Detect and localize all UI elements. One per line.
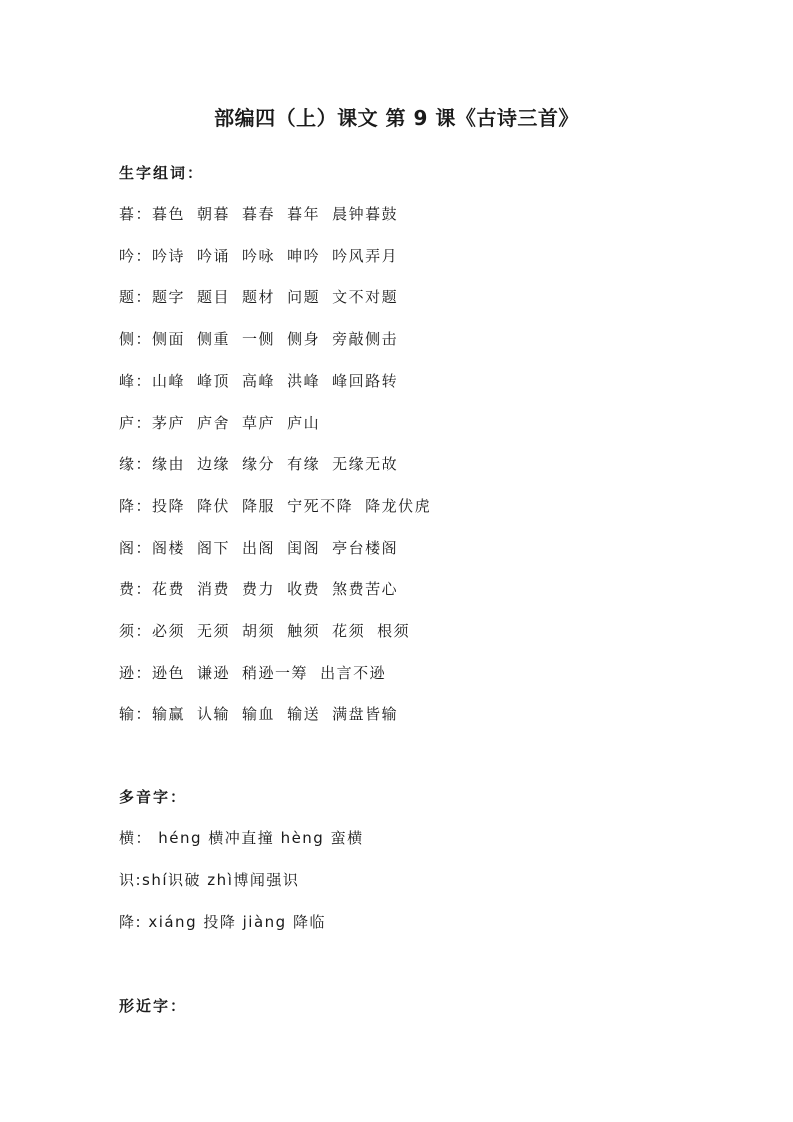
- document-title: 部编四（上）课文 第 9 课《古诗三首》: [214, 106, 579, 130]
- vocabulary-word: 侧身: [287, 330, 321, 348]
- vocabulary-row: [119, 286, 410, 308]
- polyphonic-row: 识:shí识破 zhì博闻强识: [119, 871, 300, 889]
- vocabulary-word: 费力: [242, 580, 276, 598]
- vocabulary-character: 峰：: [119, 372, 153, 390]
- vocabulary-word: 降龙伏虎: [365, 497, 432, 515]
- vocabulary-word: 吟诵: [197, 247, 231, 265]
- vocabulary-word: 文不对题: [332, 288, 399, 306]
- vocabulary-word: 暮春: [242, 205, 276, 223]
- vocabulary-character: 须：: [119, 622, 153, 640]
- vocabulary-word: 茅庐: [152, 414, 186, 432]
- vocabulary-word: 吟诗: [152, 247, 186, 265]
- vocabulary-word: 消费: [197, 580, 231, 598]
- vocabulary-word: 缘分: [242, 455, 276, 473]
- vocabulary-word: 暮年: [287, 205, 321, 223]
- vocabulary-word: 阁楼: [152, 539, 186, 557]
- vocabulary-word: 一侧: [242, 330, 276, 348]
- vocabulary-word: 高峰: [242, 372, 276, 390]
- vocabulary-word: 谦逊: [197, 664, 231, 682]
- vocabulary-row: [119, 328, 410, 350]
- vocabulary-word: 出言不逊: [320, 664, 387, 682]
- vocabulary-character: 缘：: [119, 455, 153, 473]
- vocabulary-word: 旁敲侧击: [332, 330, 399, 348]
- vocabulary-row: [119, 412, 332, 434]
- vocabulary-word: 草庐: [242, 414, 276, 432]
- polyphonic-row: 降: xiáng 投降 jiàng 降临: [119, 913, 326, 931]
- vocabulary-word: 投降: [152, 497, 186, 515]
- vocabulary-word: 吟风弄月: [332, 247, 399, 265]
- vocabulary-row: [119, 537, 410, 559]
- vocabulary-word: 朝暮: [197, 205, 231, 223]
- vocabulary-word: 洪峰: [287, 372, 321, 390]
- vocabulary-row: [119, 662, 398, 684]
- vocabulary-word: 侧面: [152, 330, 186, 348]
- vocabulary-word: 题字: [152, 288, 186, 306]
- section-heading-vocabulary: 生字组词：: [119, 164, 205, 182]
- vocabulary-word: 暮色: [152, 205, 186, 223]
- vocabulary-word: 输赢: [152, 705, 186, 723]
- vocabulary-word: 出阁: [242, 539, 276, 557]
- vocabulary-word: 亭台楼阁: [332, 539, 399, 557]
- vocabulary-word: 峰回路转: [332, 372, 399, 390]
- vocabulary-word: 无缘无故: [332, 455, 399, 473]
- vocabulary-row: [119, 245, 410, 267]
- vocabulary-character: 暮：: [119, 205, 153, 223]
- vocabulary-character: 逊：: [119, 664, 153, 682]
- vocabulary-character: 阁：: [119, 539, 153, 557]
- vocabulary-word: 输送: [287, 705, 321, 723]
- vocabulary-word: 缘由: [152, 455, 186, 473]
- vocabulary-word: 呻吟: [287, 247, 321, 265]
- vocabulary-word: 逊色: [152, 664, 186, 682]
- vocabulary-word: 有缘: [287, 455, 321, 473]
- vocabulary-word: 题材: [242, 288, 276, 306]
- vocabulary-row: [119, 703, 410, 725]
- vocabulary-row: [119, 370, 410, 392]
- vocabulary-word: 峰顶: [197, 372, 231, 390]
- vocabulary-word: 无须: [197, 622, 231, 640]
- vocabulary-word: 边缘: [197, 455, 231, 473]
- vocabulary-word: 题目: [197, 288, 231, 306]
- vocabulary-row: [119, 620, 422, 642]
- vocabulary-word: 花费: [152, 580, 186, 598]
- vocabulary-character: 题：: [119, 288, 153, 306]
- vocabulary-word: 胡须: [242, 622, 276, 640]
- polyphonic-row: 横： héng 横冲直撞 hèng 蛮横: [119, 829, 364, 847]
- vocabulary-word: 收费: [287, 580, 321, 598]
- vocabulary-word: 庐舍: [197, 414, 231, 432]
- vocabulary-word: 阁下: [197, 539, 231, 557]
- vocabulary-word: 输血: [242, 705, 276, 723]
- vocabulary-word: 认输: [197, 705, 231, 723]
- vocabulary-word: 煞费苦心: [332, 580, 399, 598]
- vocabulary-row: [119, 203, 410, 225]
- section-heading-similar-characters: 形近字：: [119, 997, 188, 1015]
- vocabulary-character: 输：: [119, 705, 153, 723]
- vocabulary-row: [119, 453, 410, 475]
- vocabulary-word: 降伏: [197, 497, 231, 515]
- vocabulary-word: 侧重: [197, 330, 231, 348]
- vocabulary-word: 降服: [242, 497, 276, 515]
- vocabulary-word: 晨钟暮鼓: [332, 205, 399, 223]
- vocabulary-word: 山峰: [152, 372, 186, 390]
- vocabulary-character: 庐：: [119, 414, 153, 432]
- vocabulary-character: 费：: [119, 580, 153, 598]
- vocabulary-word: 花须: [332, 622, 366, 640]
- vocabulary-character: 侧：: [119, 330, 153, 348]
- vocabulary-word: 吟咏: [242, 247, 276, 265]
- vocabulary-word: 闺阁: [287, 539, 321, 557]
- vocabulary-word: 触须: [287, 622, 321, 640]
- vocabulary-row: [119, 578, 410, 600]
- vocabulary-word: 满盘皆输: [332, 705, 399, 723]
- vocabulary-word: 宁死不降: [287, 497, 354, 515]
- vocabulary-word: 稍逊一筹: [242, 664, 309, 682]
- vocabulary-row: [119, 495, 443, 517]
- vocabulary-character: 吟：: [119, 247, 153, 265]
- vocabulary-character: 降：: [119, 497, 153, 515]
- vocabulary-word: 庐山: [287, 414, 321, 432]
- section-heading-polyphonic: 多音字：: [119, 788, 188, 806]
- vocabulary-word: 问题: [287, 288, 321, 306]
- vocabulary-word: 必须: [152, 622, 186, 640]
- vocabulary-word: 根须: [377, 622, 411, 640]
